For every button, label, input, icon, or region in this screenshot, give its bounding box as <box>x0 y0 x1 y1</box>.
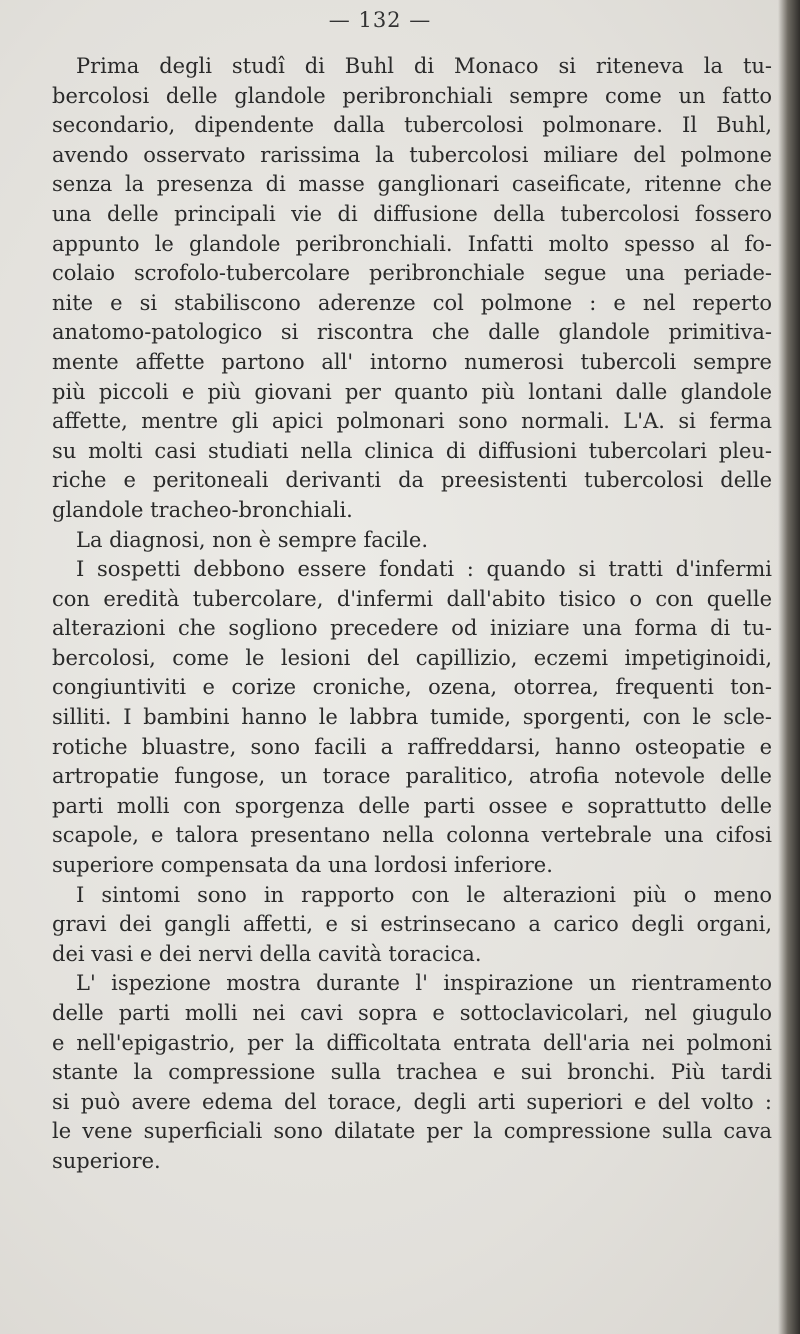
text-line: superiore compensata da una lordosi inferiore. <box>52 853 553 878</box>
paragraph-first-line: L' ispezione mostra durante l' inspirazione un rientramento <box>76 971 772 996</box>
page-edge-shadow <box>778 0 800 1334</box>
text-line: rotiche bluastre, sono facili a raffreddarsi, hanno osteopatie e <box>52 734 772 759</box>
text-line: glandole tracheo-bronchiali. <box>52 497 353 522</box>
paragraph-first-line: La diagnosi, non è sempre facile. <box>76 527 429 552</box>
text-line: congiuntiviti e corize croniche, ozena, otorrea, frequenti ton- <box>52 675 772 700</box>
text-line: scapole, e talora presentano nella colonna vertebrale una cifosi <box>52 823 772 848</box>
text-line: secondario, dipendente dalla tubercolosi polmonare. Il Buhl, <box>52 113 772 138</box>
text-line: nite e si stabiliscono aderenze col polmone : e nel reperto <box>52 290 772 315</box>
text-line: mente affette partono all' intorno numerosi tubercoli sempre <box>52 349 772 374</box>
text-line: affette, mentre gli apici polmonari sono normali. L'A. si ferma <box>52 409 772 434</box>
text-line: delle parti molli nei cavi sopra e sottoclavicolari, nel giugulo <box>52 1001 772 1025</box>
text-line: riche e peritoneali derivanti da preesistenti tubercolosi delle <box>52 468 772 493</box>
text-line: e nell'epigastrio, per la difficoltata entrata dell'aria nei polmoni <box>52 1030 772 1055</box>
text-line: appunto le glandole peribronchiali. Infatti molto spesso al fo- <box>52 231 772 256</box>
body-text <box>52 52 772 1177</box>
paragraph-first-line: I sospetti debbono essere fondati : quando si tratti d'infermi <box>76 557 772 582</box>
text-line: alterazioni che sogliono precedere od iniziare una forma di tu- <box>52 616 772 641</box>
paragraph-first-line: I sintomi sono in rapporto con le alterazioni più o meno <box>76 882 772 907</box>
page-number: — 132 — <box>328 8 432 32</box>
text-line: più piccoli e più giovani per quanto più lontani dalle glandole <box>52 379 772 404</box>
text-line: gravi dei gangli affetti, e si estrinsecano a carico degli organi, <box>52 912 772 937</box>
text-line: stante la compressione sulla trachea e sui bronchi. Più tardi <box>52 1060 772 1085</box>
text-line: colaio scrofolo-tubercolare peribronchiale segue una periade- <box>52 261 772 286</box>
text-line: silliti. I bambini hanno le labbra tumide, sporgenti, con le scle- <box>52 705 772 730</box>
text-line: una delle principali vie di diffusione della tubercolosi fossero <box>52 201 772 226</box>
text-line: bercolosi, come le lesioni del capillizio, eczemi impetiginoidi, <box>52 645 772 670</box>
text-line: anatomo-patologico si riscontra che dalle glandole primitiva- <box>52 320 772 345</box>
text-line: senza la presenza di masse ganglionari caseificate, ritenne che <box>52 172 772 197</box>
text-line: bercolosi delle glandole peribronchiali sempre come un fatto <box>52 83 772 108</box>
text-line: si può avere edema del torace, degli arti superiori e del volto : <box>52 1089 772 1114</box>
text-line: parti molli con sporgenza delle parti ossee e soprattutto delle <box>52 793 772 818</box>
text-line: su molti casi studiati nella clinica di diffusioni tubercolari pleu- <box>52 438 772 463</box>
text-line: le vene superficiali sono dilatate per la compressione sulla cava <box>52 1119 772 1144</box>
text-line: superiore. <box>52 1148 161 1173</box>
text-line: dei vasi e dei nervi della cavità toracica. <box>52 941 482 966</box>
text-line: con eredità tubercolare, d'infermi dall'abito tisico o con quelle <box>52 586 772 611</box>
text-line: artropatie fungose, un torace paralitico, atrofia notevole delle <box>52 764 772 789</box>
paragraph-first-line: Prima degli studî di Buhl di Monaco si riteneva la tu- <box>76 54 772 78</box>
text-line: avendo osservato rarissima la tubercolosi miliare del polmone <box>52 142 772 167</box>
